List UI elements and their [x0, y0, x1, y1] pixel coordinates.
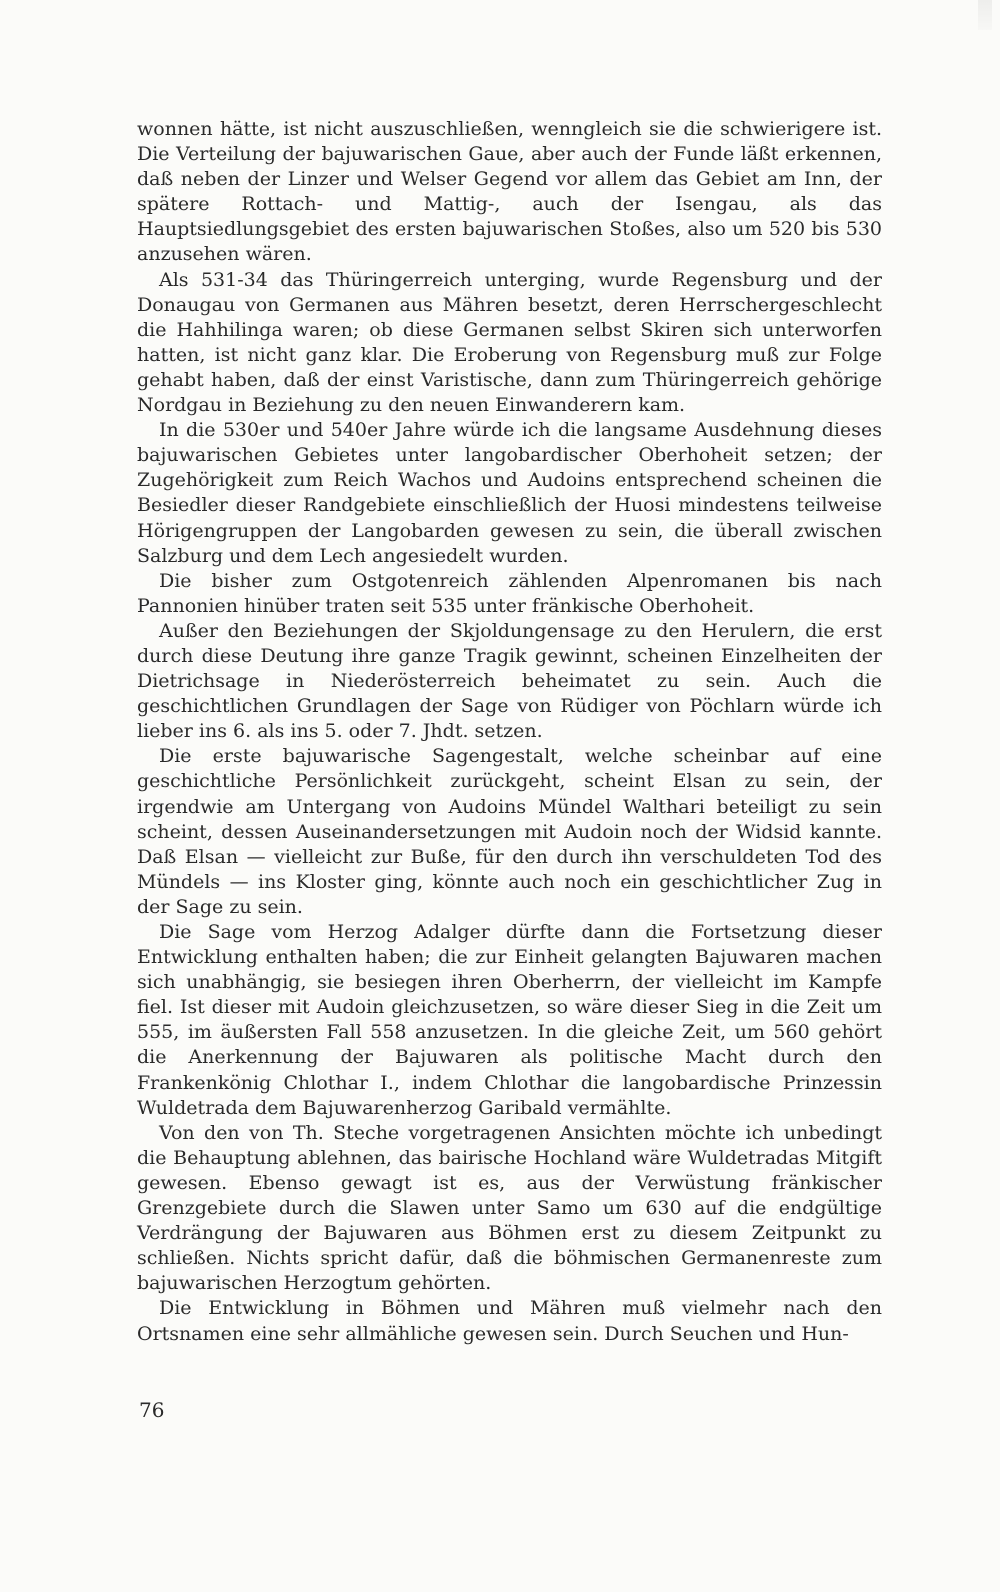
paragraph-4: Die bisher zum Ostgotenreich zählenden Alpenromanen bis nach Pannonien hinüber traten seit 535 unter fränkische Oberhoheit.	[137, 569, 882, 617]
paragraph-6: Die erste bajuwarische Sagengestalt, welche scheinbar auf eine geschichtliche Persönlichkeit zurückgeht, scheint Elsan zu sein, der irgendwie am Untergang von Audoins Mündel Walthari beteiligt zu sein scheint, dessen Auseinandersetzungen mit Audoin noch der Widsid kannte. Daß Elsan — vielleicht zur Buße, für den durch ihn verschuldeten Tod des Mündels — ins Kloster ging, könnte auch noch ein geschichtlicher Zug in der Sage zu sein.	[137, 745, 882, 918]
page-number: 76	[139, 1398, 165, 1422]
body-text	[137, 117, 882, 1347]
paragraph-9: Die Entwicklung in Böhmen und Mähren muß vielmehr nach den Ortsnamen eine sehr allmähliche gewesen sein. Durch Seuchen und Hun-	[137, 1297, 882, 1345]
paragraph-8: Von den von Th. Steche vorgetragenen Ansichten möchte ich unbedingt die Behauptung ablehnen, das bairische Hochland wäre Wuldetradas Mitgift gewesen. Ebenso gewagt ist es, aus der Verwüstung fränkischer Grenzgebiete durch die Slawen unter Samo um 630 auf die endgültige Verdrängung der Bajuwaren aus Böhmen erst zu diesem Zeitpunkt zu schließen. Nichts spricht dafür, daß die böhmischen Germanenreste zum bajuwarischen Herzogtum gehörten.	[137, 1121, 882, 1295]
paragraph-5: Außer den Beziehungen der Skjoldungensage zu den Herulern, die erst durch diese Deutung ihre ganze Tragik gewinnt, scheinen Einzelheiten der Dietrichsage in Niederösterreich beheimatet zu sein. Auch die geschichtlichen Grundlagen der Sage von Rüdiger von Pöchlarn würde ich lieber ins 6. als ins 5. oder 7. Jhdt. setzen.	[137, 619, 882, 743]
paragraph-1: wonnen hätte, ist nicht auszuschließen, wenngleich sie die schwierigere ist. Die Verteilung der bajuwarischen Gaue, aber auch der Funde läßt erkennen, daß neben der Linzer und Welser Gegend vor allem das Gebiet am Inn, der spätere Rottach- und Mattig-, auch der Isengau, als das Hauptsiedlungsgebiet des ersten bajuwarischen Stoßes, also um 520 bis 530 anzusehen wären.	[137, 118, 882, 266]
paragraph-3: In die 530er und 540er Jahre würde ich die langsame Ausdehnung dieses bajuwarischen Gebietes unter langobardischer Oberhoheit setzen; der Zugehörigkeit zum Reich Wachos und Audoins entsprechend scheinen die Besiedler dieser Randgebiete einschließlich der Huosi mindestens teilweise Hörigengruppen der Langobarden gewesen zu sein, die überall zwischen Salzburg und dem Lech angesiedelt wurden.	[137, 419, 882, 567]
scan-edge-mark	[978, 0, 992, 30]
paragraph-2: Als 531-34 das Thüringerreich unterging, wurde Regensburg und der Donaugau von Germanen aus Mähren besetzt, deren Herrschergeschlecht die Hahhilinga waren; ob diese Germanen selbst Skiren sich unterworfen hatten, ist nicht ganz klar. Die Eroberung von Regensburg muß zur Folge gehabt haben, daß der einst Varistische, dann zum Thüringerreich gehörige Nordgau in Beziehung zu den neuen Einwanderern kam.	[137, 268, 882, 417]
paragraph-7: Die Sage vom Herzog Adalger dürfte dann die Fortsetzung dieser Entwicklung enthalten haben; die zur Einheit gelangten Bajuwaren machen sich unabhängig, sie besiegen ihren Oberherrn, der vielleicht im Kampfe fiel. Ist dieser mit Audoin gleichzusetzen, so wäre dieser Sieg in die Zeit um 555, im äußersten Fall 558 anzusetzen. In die gleiche Zeit, um 560 gehört die Anerkennung der Bajuwaren als politische Macht durch den Frankenkönig Chlothar I., indem Chlothar die langobardische Prinzessin Wuldetrada dem Bajuwarenherzog Garibald vermählte.	[137, 921, 882, 1119]
